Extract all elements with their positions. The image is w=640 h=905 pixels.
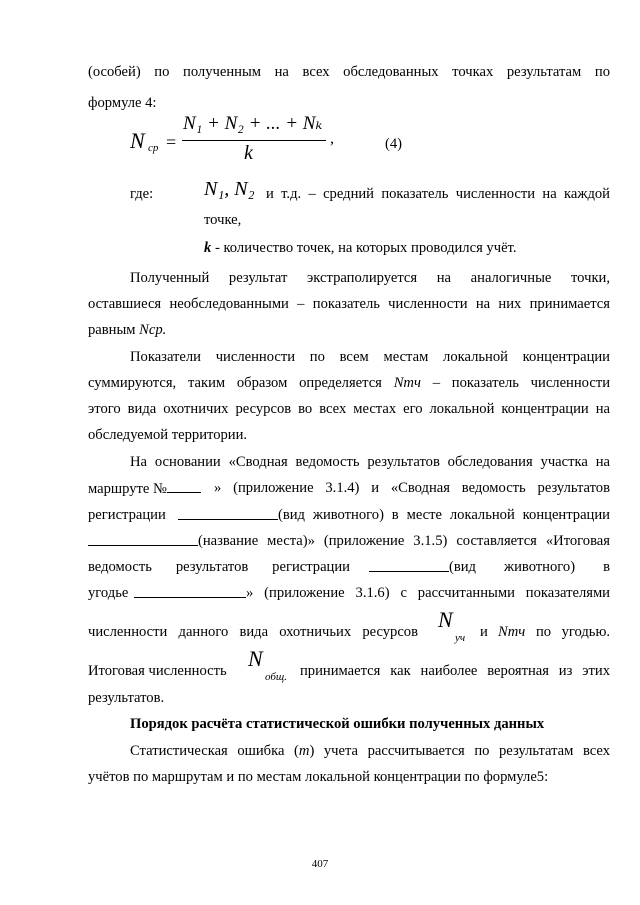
text-line [88,646,610,683]
text-line [130,741,610,761]
fraction-bar [182,140,326,141]
text-line: учётов по маршрутам и по местам локальной концентрации по формуле5: [88,769,549,785]
text-line [88,373,610,393]
text-fragment: (вид животного) в месте локальной концентрации [278,507,610,523]
nmch-symbol: Nmч [498,624,526,640]
section-heading: Порядок расчёта статистической ошибки полученных данных [130,716,545,732]
formula-lhs-subscript: ср [148,142,159,154]
where-definition-1-cont: точке, [204,212,242,228]
page-number: 407 [311,858,329,870]
text-fragment: Итоговая численность [88,663,227,679]
blank-field [134,583,246,598]
text-fragment: (название места)» (приложение 3.1.5) составляется «Итоговая [198,533,610,549]
formula-lhs-symbol: N [130,128,145,153]
text-line: обследуемой территории. [88,427,248,443]
text-fragment: и [480,624,488,640]
nuch-symbol: N [438,607,453,632]
text-fragment: – показатель численности [432,375,611,391]
k-symbol: k [204,240,212,256]
formula-denominator: k [244,142,253,164]
formula-4 [0,112,640,172]
text-line [88,583,610,603]
blank-field [167,478,201,493]
nobsh-subscript: общ. [265,671,287,683]
formula-comma: , [330,130,334,147]
text-fragment: по угодью. [536,624,610,640]
text-fragment: » (приложение 3.1.4) и «Сводная ведомость результатов [214,480,610,496]
nmch-symbol: Nmч [393,375,421,391]
ncp-symbol: Nср. [139,322,167,338]
where-label: где: [130,186,154,202]
formula-numerator: N₁ + N₂ + ... + Nₖ [183,113,323,134]
text-fragment: маршруте № [88,481,167,497]
text-line [88,478,610,499]
formula-equals: = [166,132,177,152]
blank-field [88,531,198,546]
text-fragment: равным [88,322,136,338]
text-line: Полученный результат экстраполируется на аналогичные точки, [130,270,610,286]
text-fragment: суммируются, таким образом определяется [88,375,382,391]
text-fragment: регистрации [88,507,166,523]
text-line: (особей) по полученным на всех обследованных точках результатам по [88,64,610,80]
text-line [88,320,610,340]
formula-number: (4) [385,136,403,152]
text-fragment: Статистическая ошибка ( [130,743,299,759]
nobsh-symbol: N [248,646,263,671]
blank-field [178,505,278,520]
where-definition-1: и т.д. – средний показатель численности на каждой [266,186,610,202]
text-fragment: » (приложение 3.1.6) с рассчитанными показателями [246,585,610,601]
text-fragment: численности данного вида охотничьих ресурсов [88,624,418,640]
text-line: результатов. [88,690,165,706]
text-fragment: ) учета рассчитывается по результатам всех [309,743,610,759]
text-line [88,505,610,525]
text-fragment: ведомость результатов регистрации [88,559,350,575]
where-symbols: N₁, N₂ [204,178,255,200]
nuch-subscript: уч [455,632,466,644]
text-fragment: (вид животного) в [449,559,610,575]
text-line: На основании «Сводная ведомость результатов обследования участка на [130,454,610,470]
text-line: формуле 4: [88,95,157,111]
text-fragment: угодье [88,585,129,601]
where-definition-2 [204,240,516,257]
text-fragment: принимается как наиболее вероятная из этих [300,663,610,679]
where-definition-2-text: - количество точек, на которых проводился учёт. [214,240,517,256]
text-line: Показатели численности по всем местам локальной концентрации [130,349,610,365]
text-line: этого вида охотничих ресурсов во всех местах его локальной концентрации на [88,401,610,417]
text-line: оставшиеся необследованными – показатель численности на них принимается [88,296,610,312]
blank-field [369,557,449,572]
m-symbol: m [298,743,310,759]
